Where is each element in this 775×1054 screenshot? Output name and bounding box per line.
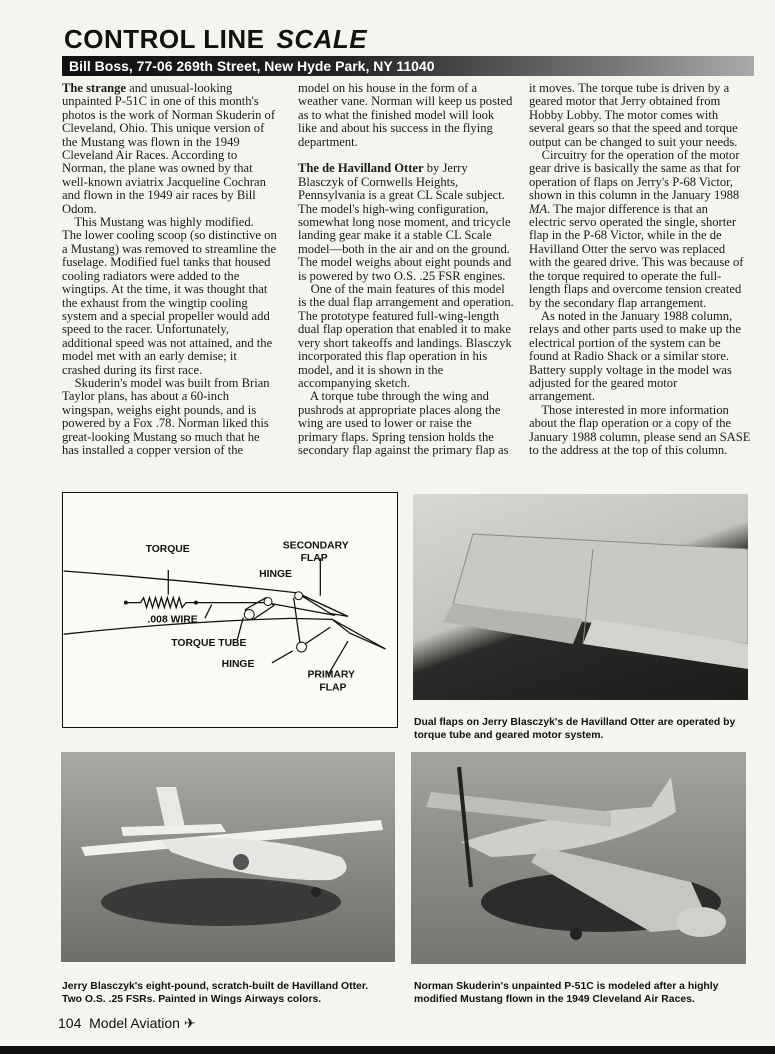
hinge-arrow-bottom [272,651,293,663]
label-torque-tube: TORQUE TUBE [171,638,247,650]
article-column-3 [529,82,761,457]
paragraph: A torque tube through the wing and pushrods at appropriate places along the wing are used to lower or raise the primary flaps. Spring tension holds the secondary flap against the primary flap as [298,389,509,457]
caption-otter-photo: Jerry Blasczyk's eight-pound, scratch-built de Havilland Otter. Two O.S. .25 FSRs. Painted in Wings Airways colors. [62,981,369,1005]
page-bottom-edge [0,1046,775,1054]
paragraph [62,82,294,216]
pushrod [266,603,335,616]
title-italic: SCALE [276,24,368,54]
label-primary-flap: PRIMARY [307,669,355,681]
paragraph [298,162,526,283]
primary-flap-hinge [297,642,307,652]
torque-tube-crank [264,598,272,606]
label-primary-flap-2: FLAP [319,682,347,694]
paragraph: it moves. The torque tube is driven by a geared motor that Jerry obtained from Hobby Lobby. The motor comes with several gears so that the speed and torque output can be changed to suit your needs. [529,81,738,149]
label-torque: TORQUE [145,544,190,556]
photo-dual-flaps [413,494,748,700]
photo-mustang [411,752,746,964]
paragraph: model on his house in the form of a weather vane. Norman will keep us posted as to what the finished model will look like and about his success in the flying department. [298,81,513,149]
airplane-icon: ✈ [183,1015,196,1031]
paragraph-gap [298,149,526,162]
caption-flaps-photo: Dual flaps on Jerry Blasczyk's de Havilland Otter are operated by torque tube and geared motor system. [414,717,736,741]
author-byline: Bill Boss, 77-06 269th Street, New Hyde Park, NY 11040 [62,56,754,76]
flap-photo-image [413,494,748,700]
lead-in: The strange [62,81,127,95]
photo-otter [61,752,395,962]
spring [126,598,196,608]
paragraph: As noted in the January 1988 column, relays and other parts used to make up the electrical portion of the system can be found at Radio Shack or a similar store. Battery supply voltage in the model was adjusted for the geared motor arrangement. [529,308,741,404]
page-footer [58,1015,196,1032]
label-secondary-flap-2: FLAP [300,553,328,565]
paragraph: This Mustang was highly modified. The lower cooling scoop (so distinctive on a Mustang) was removed to streamline the fuselage. Modified fuel tanks that housed cooling radiators were added to the wingtips. At the time, it was thought that the exhaust from the wingtip cooling system and a special propeller would add speed to the racer. Unfortunately, additional speed was not attained, and the model met with an early demise; it crashed during its first race. [62,215,277,377]
magazine-abbrev: MA [529,201,548,216]
mustang-photo-image [411,752,746,964]
title-main: CONTROL LINE [64,24,265,54]
column-title [64,24,367,55]
paragraph-text: and unusual-looking unpainted P-51C in one of this month's photos is the work of Norman Skuderin of Cleveland, Ohio. This unique version of the Mustang was flown in the 1949 Cleveland Air Races. According to Norman, the plane was owned by that well-known aviatrix Jacqueline Cochran and flown in the 1949 air races by Bill Odom. [62,81,276,216]
label-hinge-top: HINGE [259,568,292,580]
secondary-flap-hinge [295,592,303,600]
article-column-2 [298,82,526,457]
magazine-name: Model Aviation [89,1015,180,1031]
flap-diagram [62,492,398,728]
caption-mustang-photo: Norman Skuderin's unpainted P-51C is modeled after a highly modified Mustang flown in the 1949 Cleveland Air Races. [414,981,719,1005]
spring-anchor [124,601,128,605]
label-secondary-flap: SECONDARY [282,540,349,552]
paragraph-text: Circuitry for the operation of the motor gear drive is basically the same as that for operation of flaps on Jerry's P-68 Victor, shown in this column in the January 1988 [529,148,741,203]
otter-photo-image [61,752,395,962]
page-number: 104 [58,1015,82,1031]
label-wire: .008 WIRE [147,614,198,626]
paragraph: One of the main features of this model is the dual flap arrangement and operation. The prototype featured full-wing-length dual flap operation that enabled it to make very short takeoffs and landings. Blasczyk incorporated this flap operation in his model, and it is shown in the accompanying sketch. [298,282,514,390]
lead-in: The de Havilland Otter [298,161,424,176]
spring-end [194,601,198,605]
paragraph [529,149,761,310]
paragraph: Those interested in more information about the flap operation or a copy of the January 1988 column, please send an SASE to the address at the top of this column. [529,402,751,457]
paragraph-text: . The major difference is that an electric servo operated the single, shorter flap in the P-68 Victor, while in the de Havilland Otter the servo was replaced with the geared drive. This was because of the torque required to operate the full- length flaps and overcome tension created by the secondary flap arrangement. [529,201,744,310]
flap-diagram-drawing [63,493,396,726]
label-hinge-bottom: HINGE [221,658,255,670]
wire-arrow [205,605,212,619]
paragraph: Skuderin's model was built from Brian Taylor plans, has about a 60-inch wingspan, weighs eight pounds, and is powered by a Fox .78. Norman liked this great-looking Mustang so much that he has installed a copper version of the [62,375,270,457]
torque-tube-pivot [244,610,254,620]
article-column-1 [62,82,294,457]
paragraph-text: by Jerry Blasczyk of Cornwells Heights, Pennsylvania is a great CL Scale subject. The model's high-wing configuration, somewhat long nose moment, and tricycle landing gear make it a stable CL Scale model—both in the air and on the ground. The model weighs about eight pounds and is powered by two O.S. .25 FSR engines. [298,161,512,283]
